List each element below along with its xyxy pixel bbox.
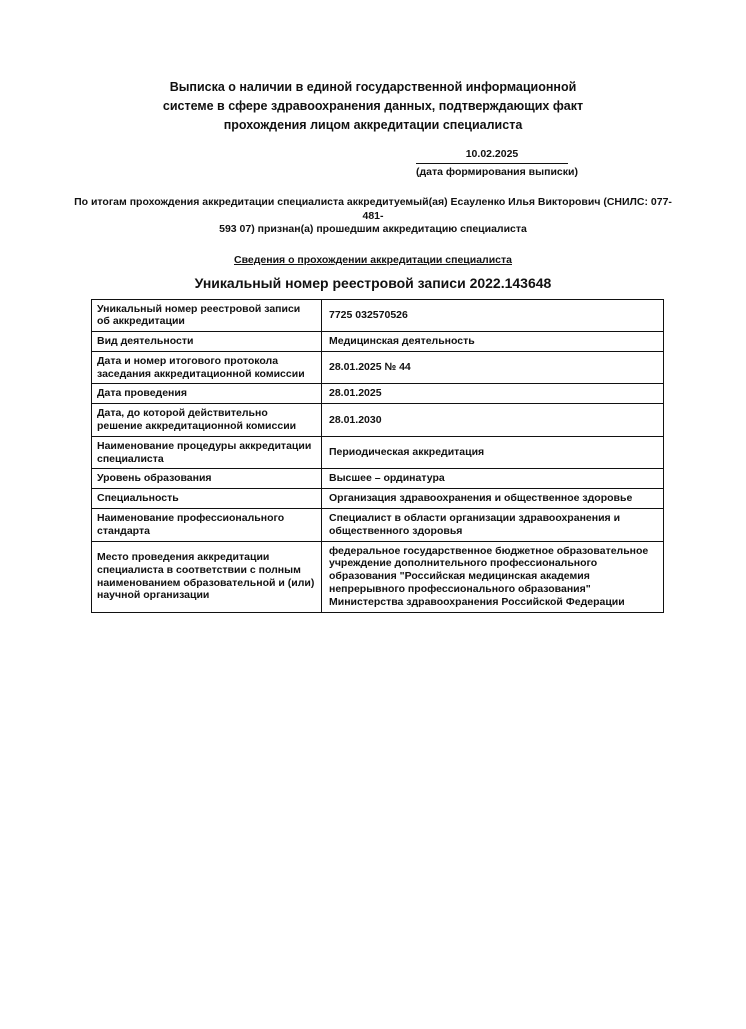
row-label: Место проведения аккредитации специалиста в соответствии с полным наименованием образовательной и (или) научной организации <box>92 541 322 612</box>
row-value: федеральное государственное бюджетное образовательное учреждение дополнительного профессионального образования "Российская медицинская академия непрерывного профессионального образования" Министерства здравоохранения Российской Федерации <box>322 541 664 612</box>
row-label: Дата проведения <box>92 384 322 404</box>
table-row <box>92 384 664 404</box>
intro-line: По итогам прохождения аккредитации специалиста аккредитуемый(ая) Есауленко Илья Викторович (СНИЛС: 077-481- <box>74 196 672 222</box>
intro-line: 593 07) признан(а) прошедшим аккредитацию специалиста <box>219 223 527 235</box>
row-label: Вид деятельности <box>92 332 322 352</box>
extract-date-block <box>416 148 578 179</box>
table-row <box>92 299 664 332</box>
document-title-line: прохождения лицом аккредитации специалиста <box>223 118 523 132</box>
table-row <box>92 489 664 509</box>
section-heading: Сведения о прохождении аккредитации специалиста <box>234 253 512 266</box>
row-label: Наименование процедуры аккредитации специалиста <box>92 436 322 469</box>
row-label: Дата, до которой действительно решение аккредитационной комиссии <box>92 404 322 437</box>
row-value: Медицинская деятельность <box>322 332 664 352</box>
table-row <box>92 509 664 542</box>
table-row <box>92 332 664 352</box>
extract-date-caption: (дата формирования выписки) <box>416 163 568 179</box>
row-value: 28.01.2025 № 44 <box>322 351 664 384</box>
document-title-line: Выписка о наличии в единой государственной информационной <box>169 80 577 94</box>
table-row <box>92 469 664 489</box>
document-title-line: системе в сфере здравоохранения данных, подтверждающих факт <box>162 99 584 113</box>
extract-date: 10.02.2025 <box>465 148 519 160</box>
row-label: Специальность <box>92 489 322 509</box>
table-row <box>92 541 664 612</box>
row-value: Периодическая аккредитация <box>322 436 664 469</box>
document-title <box>0 0 746 135</box>
row-label: Дата и номер итогового протокола заседания аккредитационной комиссии <box>92 351 322 384</box>
row-label: Наименование профессионального стандарта <box>92 509 322 542</box>
row-value: 7725 032570526 <box>322 299 664 332</box>
row-label: Уникальный номер реестровой записи об аккредитации <box>92 299 322 332</box>
row-value: 28.01.2025 <box>322 384 664 404</box>
row-value: Организация здравоохранения и общественное здоровье <box>322 489 664 509</box>
registry-number-heading: Уникальный номер реестровой записи 2022.143648 <box>194 274 552 291</box>
table-row <box>92 404 664 437</box>
intro-paragraph <box>70 196 676 237</box>
row-value: Высшее – ординатура <box>322 469 664 489</box>
row-value: 28.01.2030 <box>322 404 664 437</box>
table-row <box>92 351 664 384</box>
accreditation-details-table <box>91 299 664 613</box>
row-value: Специалист в области организации здравоохранения и общественного здоровья <box>322 509 664 542</box>
table-row <box>92 436 664 469</box>
row-label: Уровень образования <box>92 469 322 489</box>
